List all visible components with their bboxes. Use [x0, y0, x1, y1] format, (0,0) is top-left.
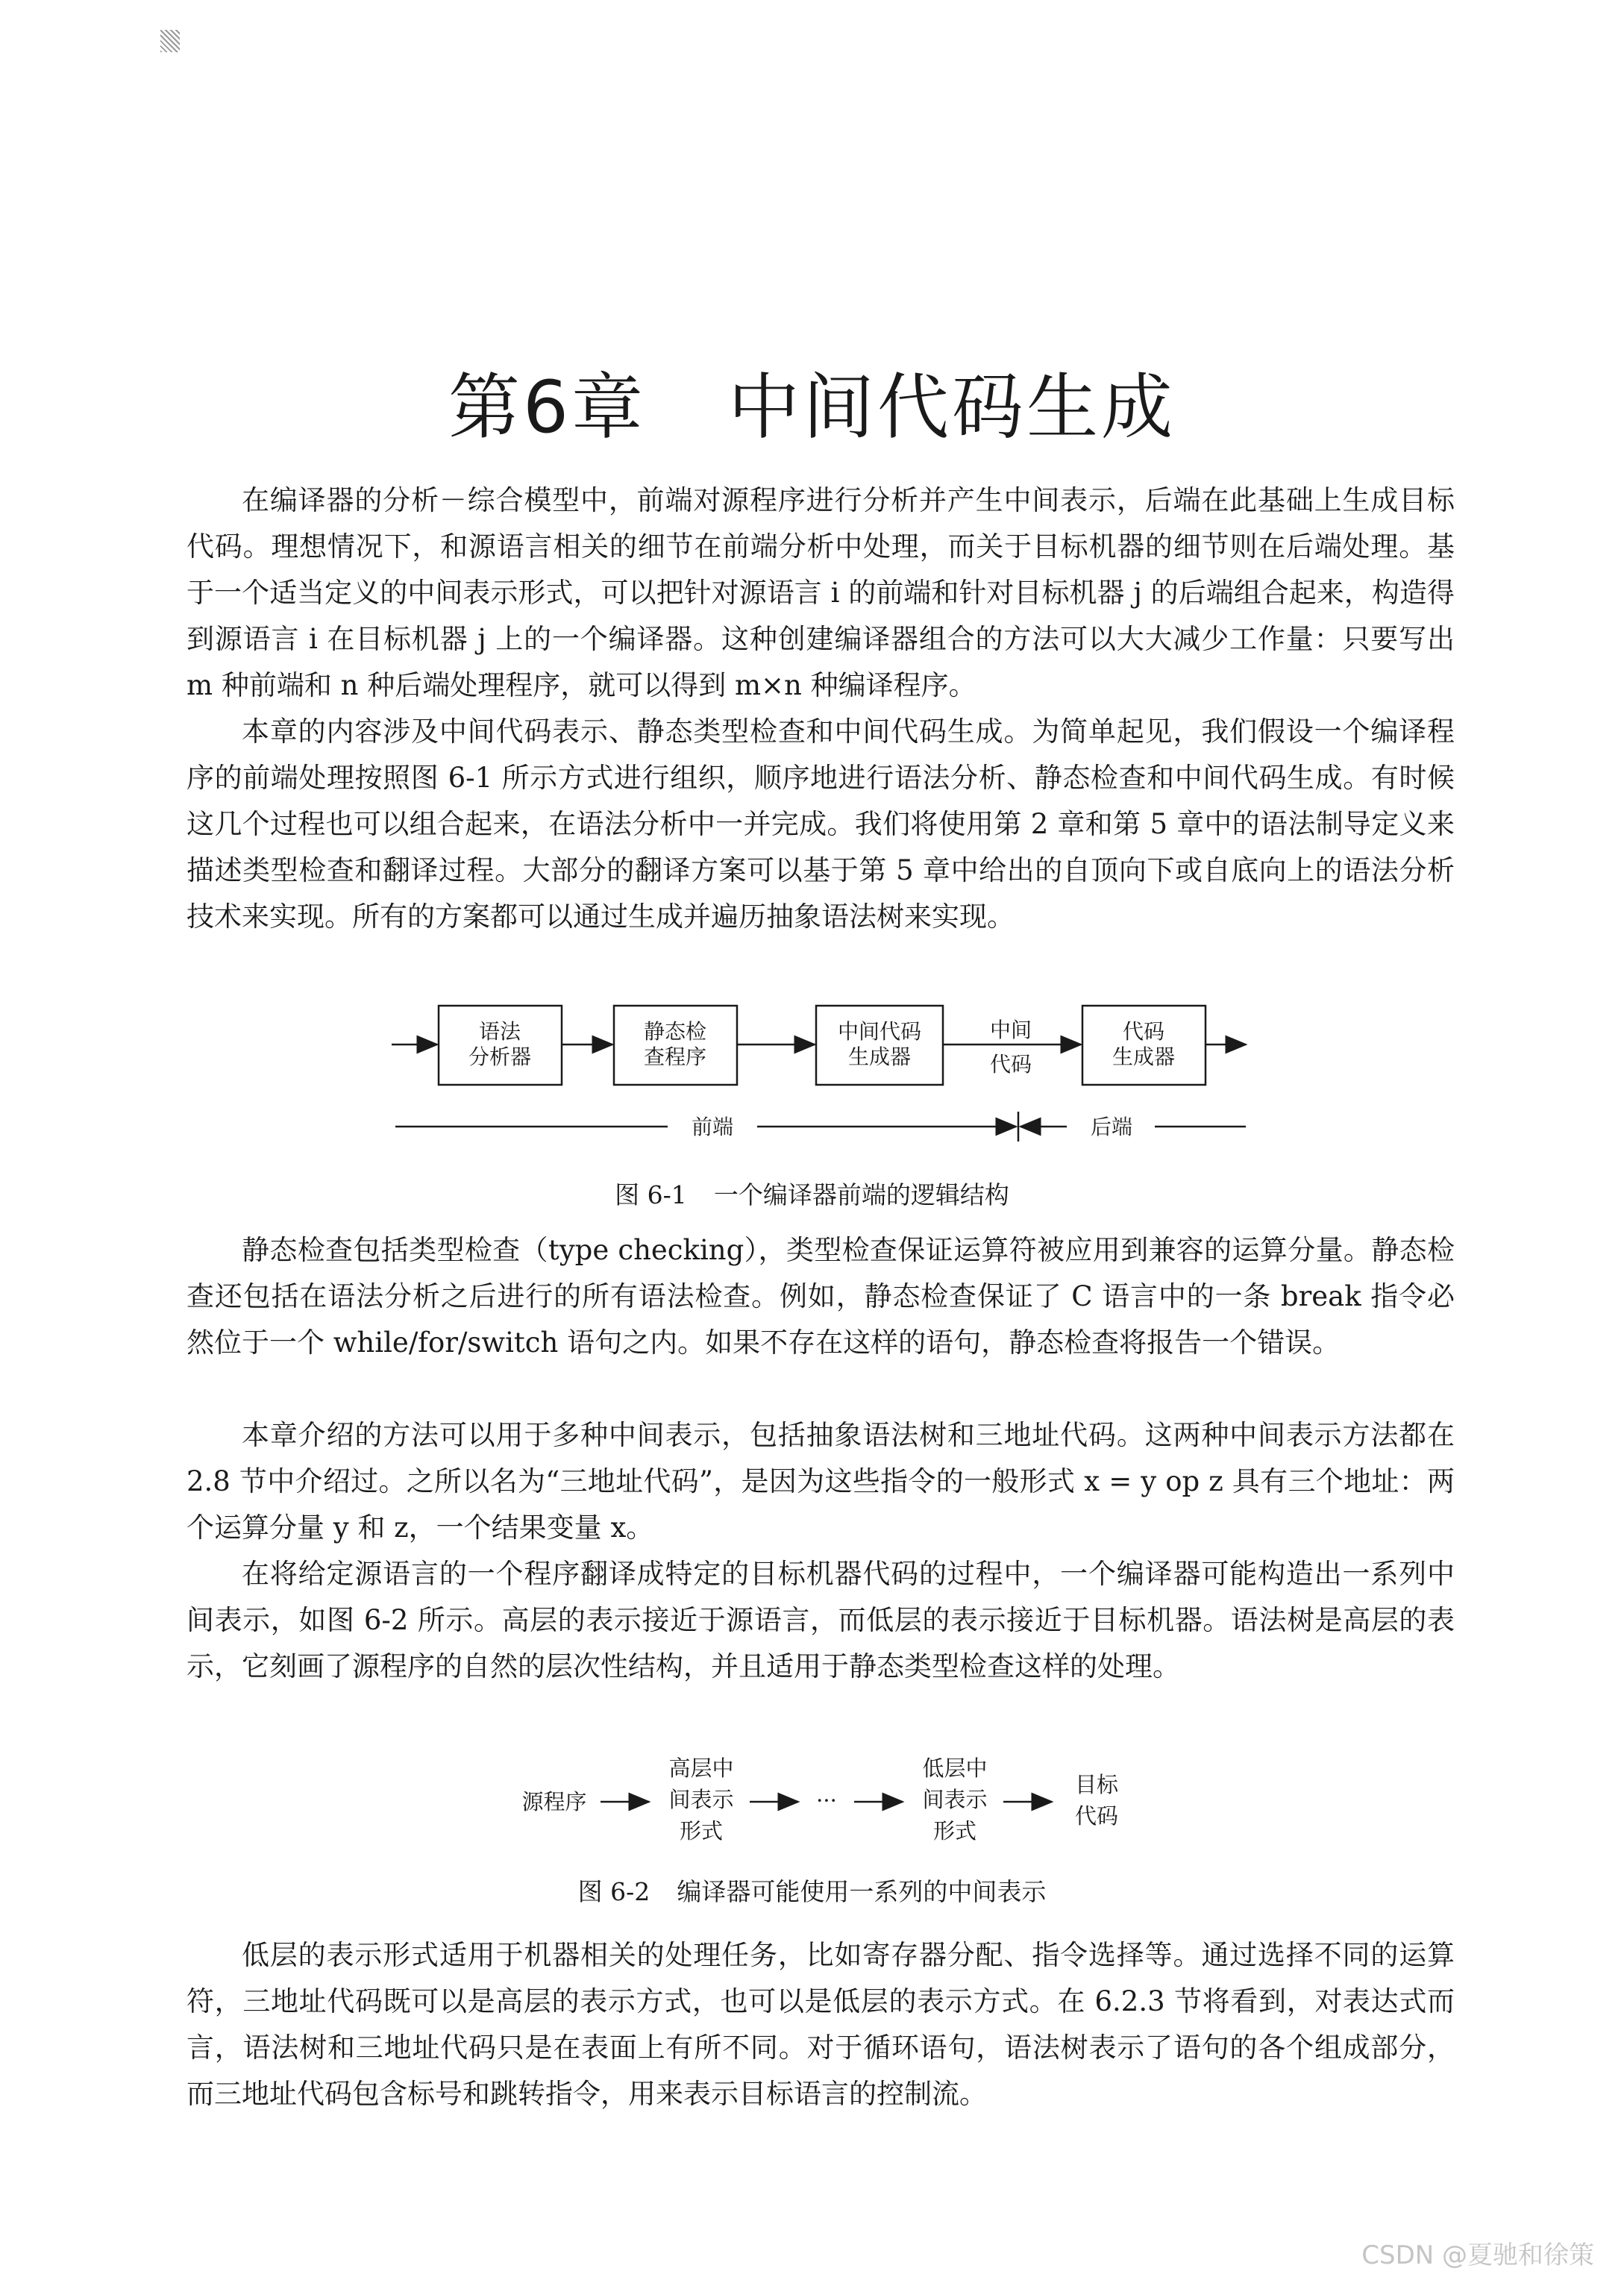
target-line1: 目标: [1074, 1772, 1119, 1797]
paragraph-5: 在将给定源语言的一个程序翻译成特定的目标机器代码的过程中，一个编译器可能构造出一系列中间表示，如图 6-2 所示。高层的表示接近于源语言，而低层的表示接近于目标机器。语法树是高层的表示，它刻画了源程序的自然的层次性结构，并且适用于静态类型检查这样的处理。: [186, 1558, 1455, 1682]
chapter-title: [0, 351, 1624, 453]
high-ir-line2: 间表示: [668, 1787, 734, 1812]
box1-line2: 分析器: [468, 1045, 532, 1069]
low-ir-line3: 形式: [932, 1818, 977, 1844]
high-ir-line3: 形式: [679, 1818, 724, 1844]
figure-6-1-caption-text: 一个编译器前端的逻辑结构: [713, 1180, 1009, 1209]
box3-line1: 中间代码: [837, 1019, 922, 1044]
figure-6-2-caption-number: 图 6-2: [577, 1877, 650, 1906]
figure-6-1-caption: [0, 1176, 1624, 1211]
figure-6-2-diagram: [500, 1746, 1156, 1858]
figure-6-2: [500, 1746, 1156, 1858]
box4-line2: 生成器: [1112, 1045, 1176, 1069]
chapter-name: 中间代码生成: [728, 366, 1176, 449]
chapter-number: 第6章: [448, 366, 647, 449]
source-label: 源程序: [521, 1789, 587, 1814]
box2-line1: 静态检: [643, 1019, 707, 1044]
box3-line2: 生成器: [847, 1045, 912, 1069]
paragraph-3: 静态检查包括类型检查（type checking），类型检查保证运算符被应用到兼容的运算分量。静态检查还包括在语法分析之后进行的所有语法检查。例如，静态检查保证了 C 语言中的一条 break 指令必然位于一个 while/for/switch 语句之内。如果不存在这样的语句，静态检查将报告一个错误。: [186, 1234, 1455, 1359]
paragraph-6: 低层的表示形式适用于机器相关的处理任务，比如寄存器分配、指令选择等。通过选择不同的运算符，三地址代码既可以是高层的表示方式，也可以是低层的表示方式。在 6.2.3 节将看到，对表达式而言，语法树和三地址代码只是在表面上有所不同。对于循环语句，语法树表示了语句的各个组成部分，而三地址代码包含标号和跳转指令，用来表示目标语言的控制流。: [186, 1939, 1455, 2110]
box4-line1: 代码: [1122, 1019, 1165, 1044]
high-ir-line1: 高层中: [668, 1756, 734, 1781]
mid-label-line1: 中间: [989, 1018, 1032, 1042]
mid-label-line2: 代码: [989, 1052, 1032, 1077]
paragraph-4: 本章介绍的方法可以用于多种中间表示，包括抽象语法树和三地址代码。这两种中间表示方法都在 2.8 节中介绍过。之所以名为“三地址代码”，是因为这些指令的一般形式 x = y op z 具有三个地址：两个运算分量 y 和 z，一个结果变量 x。: [186, 1419, 1455, 1544]
front-label: 前端: [691, 1115, 734, 1139]
back-label: 后端: [1090, 1115, 1133, 1139]
figure-6-1-diagram: [380, 992, 1276, 1149]
figure-6-1-caption-number: 图 6-1: [615, 1180, 687, 1209]
paragraph-1: 在编译器的分析－综合模型中，前端对源程序进行分析并产生中间表示，后端在此基础上生成目标代码。理想情况下，和源语言相关的细节在前端分析中处理，而关于目标机器的细节则在后端处理。基于一个适当定义的中间表示形式，可以把针对源语言 i 的前端和针对目标机器 j 的后端组合起来，构造得到源语言 i 在目标机器 j 上的一个编译器。这种创建编译器组合的方法可以大大减少工作量：只要写出 m 种前端和 n 种后端处理程序，就可以得到 m×n 种编译程序。: [186, 484, 1455, 701]
box2-line2: 查程序: [643, 1045, 707, 1069]
figure-6-1: [380, 992, 1276, 1149]
low-ir-line1: 低层中: [922, 1756, 988, 1781]
box1-line1: 语法: [478, 1019, 521, 1044]
figure-6-2-caption-text: 编译器可能使用一系列的中间表示: [677, 1877, 1047, 1906]
ellipsis: ···: [816, 1788, 837, 1813]
scan-artifact: [160, 30, 180, 52]
csdn-watermark: CSDN @夏驰和徐策: [1361, 2240, 1594, 2270]
target-line2: 代码: [1074, 1803, 1119, 1829]
low-ir-line2: 间表示: [922, 1787, 988, 1812]
figure-6-2-caption: [0, 1873, 1624, 1908]
paragraph-2: 本章的内容涉及中间代码表示、静态类型检查和中间代码生成。为简单起见，我们假设一个编译程序的前端处理按照图 6-1 所示方式进行组织，顺序地进行语法分析、静态检查和中间代码生成。有时候这几个过程也可以组合起来，在语法分析中一并完成。我们将使用第 2 章和第 5 章中的语法制导定义来描述类型检查和翻译过程。大部分的翻译方案可以基于第 5 章中给出的自顶向下或自底向上的语法分析技术来实现。所有的方案都可以通过生成并遍历抽象语法树来实现。: [186, 715, 1455, 933]
